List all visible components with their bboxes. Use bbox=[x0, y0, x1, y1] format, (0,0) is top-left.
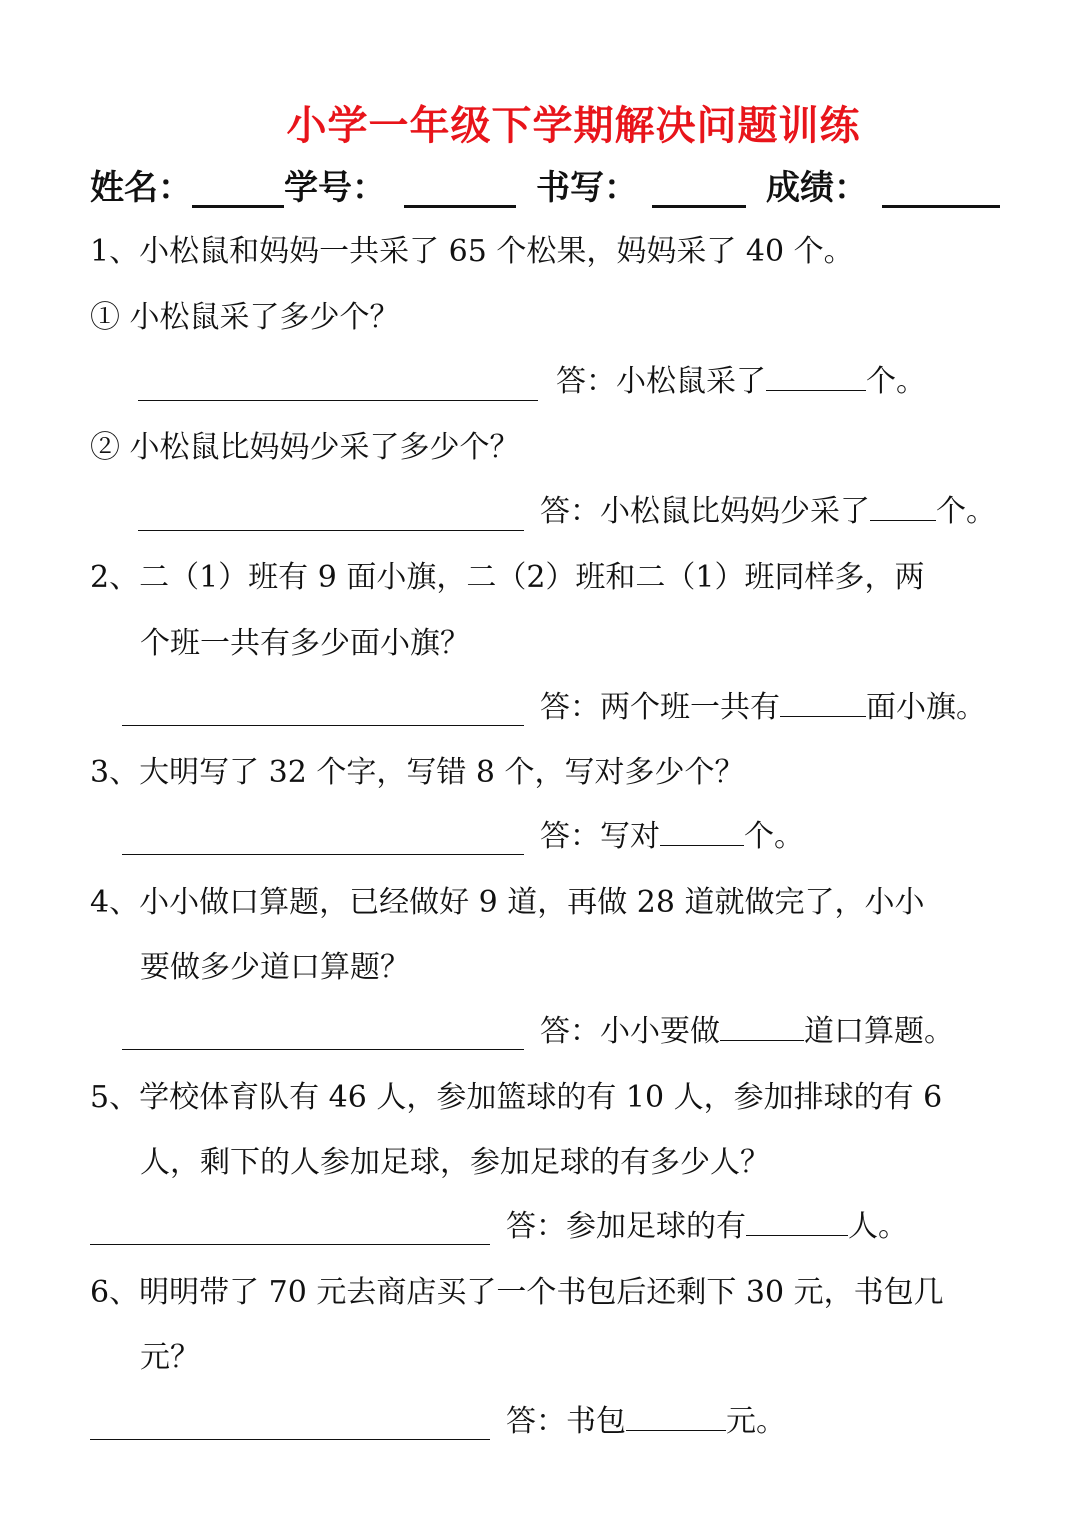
score-label: 成绩： bbox=[766, 168, 868, 208]
score-blank[interactable] bbox=[882, 165, 1000, 208]
worksheet-title: 小学一年级下学期解决问题训练 bbox=[286, 102, 861, 149]
question-2-work-line[interactable] bbox=[122, 725, 524, 726]
question-4-work-line[interactable] bbox=[122, 1049, 524, 1050]
question-4-line-1: 4、小小做口算题，已经做好 9 道，再做 28 道就做完了，小小 bbox=[90, 885, 925, 920]
answer-suffix: 人。 bbox=[848, 1209, 908, 1244]
question-6-answer bbox=[506, 1400, 786, 1444]
answer-prefix: 答：参加足球的有 bbox=[506, 1209, 746, 1244]
answer-prefix: 答：写对 bbox=[540, 819, 660, 854]
question-1-sub-1-answer bbox=[556, 360, 926, 404]
student-info-row bbox=[90, 162, 1000, 212]
answer-blank[interactable] bbox=[720, 1010, 804, 1041]
answer-suffix: 面小旗。 bbox=[866, 690, 986, 725]
question-2-line-2: 个班一共有多少面小旗？ bbox=[140, 626, 470, 661]
question-5-line-1: 5、学校体育队有 46 人，参加篮球的有 10 人，参加排球的有 6 bbox=[90, 1080, 943, 1115]
question-5-work-line[interactable] bbox=[90, 1244, 490, 1245]
question-3-answer bbox=[540, 815, 804, 859]
question-1-sub-1: ① 小松鼠采了多少个？ bbox=[90, 300, 400, 335]
name-label: 姓名： bbox=[90, 168, 192, 208]
answer-blank[interactable] bbox=[660, 815, 744, 846]
question-1-sub-2-answer bbox=[540, 490, 996, 534]
answer-suffix: 个。 bbox=[936, 494, 996, 529]
question-1-sub-1-work-line[interactable] bbox=[138, 400, 538, 401]
answer-prefix: 答：小小要做 bbox=[540, 1014, 720, 1049]
answer-prefix: 答：小松鼠比妈妈少采了 bbox=[540, 494, 870, 529]
question-5-answer bbox=[506, 1205, 908, 1249]
question-1-sub-2-work-line[interactable] bbox=[138, 530, 524, 531]
question-4-line-2: 要做多少道口算题？ bbox=[140, 950, 410, 985]
question-3-line-1: 3、大明写了 32 个字，写错 8 个，写对多少个？ bbox=[90, 755, 745, 790]
answer-suffix: 个。 bbox=[866, 364, 926, 399]
question-2-answer bbox=[540, 686, 986, 730]
answer-blank[interactable] bbox=[746, 1205, 848, 1236]
answer-blank[interactable] bbox=[870, 490, 936, 521]
question-5-line-2: 人，剩下的人参加足球，参加足球的有多少人？ bbox=[140, 1145, 770, 1180]
question-6-work-line[interactable] bbox=[90, 1439, 490, 1440]
name-blank[interactable] bbox=[192, 165, 284, 208]
question-1-text: 1、小松鼠和妈妈一共采了 65 个松果，妈妈采了 40 个。 bbox=[90, 234, 854, 269]
writing-label: 书写： bbox=[536, 168, 638, 208]
question-4-answer bbox=[540, 1010, 954, 1054]
question-2-line-1: 2、二（1）班有 9 面小旗，二（2）班和二（1）班同样多，两 bbox=[90, 560, 925, 595]
number-label: 学号： bbox=[284, 168, 386, 208]
answer-blank[interactable] bbox=[766, 360, 866, 391]
question-1-sub-2: ② 小松鼠比妈妈少采了多少个？ bbox=[90, 430, 520, 465]
question-6-line-2: 元？ bbox=[140, 1340, 200, 1375]
answer-suffix: 道口算题。 bbox=[804, 1014, 954, 1049]
writing-blank[interactable] bbox=[652, 165, 746, 208]
answer-prefix: 答：两个班一共有 bbox=[540, 690, 780, 725]
answer-suffix: 个。 bbox=[744, 819, 804, 854]
answer-prefix: 答：书包 bbox=[506, 1404, 626, 1439]
question-6-line-1: 6、明明带了 70 元去商店买了一个书包后还剩下 30 元，书包几 bbox=[90, 1275, 944, 1310]
number-blank[interactable] bbox=[404, 165, 516, 208]
answer-blank[interactable] bbox=[626, 1400, 726, 1431]
answer-prefix: 答：小松鼠采了 bbox=[556, 364, 766, 399]
answer-blank[interactable] bbox=[780, 686, 866, 717]
answer-suffix: 元。 bbox=[726, 1404, 786, 1439]
question-3-work-line[interactable] bbox=[122, 854, 524, 855]
